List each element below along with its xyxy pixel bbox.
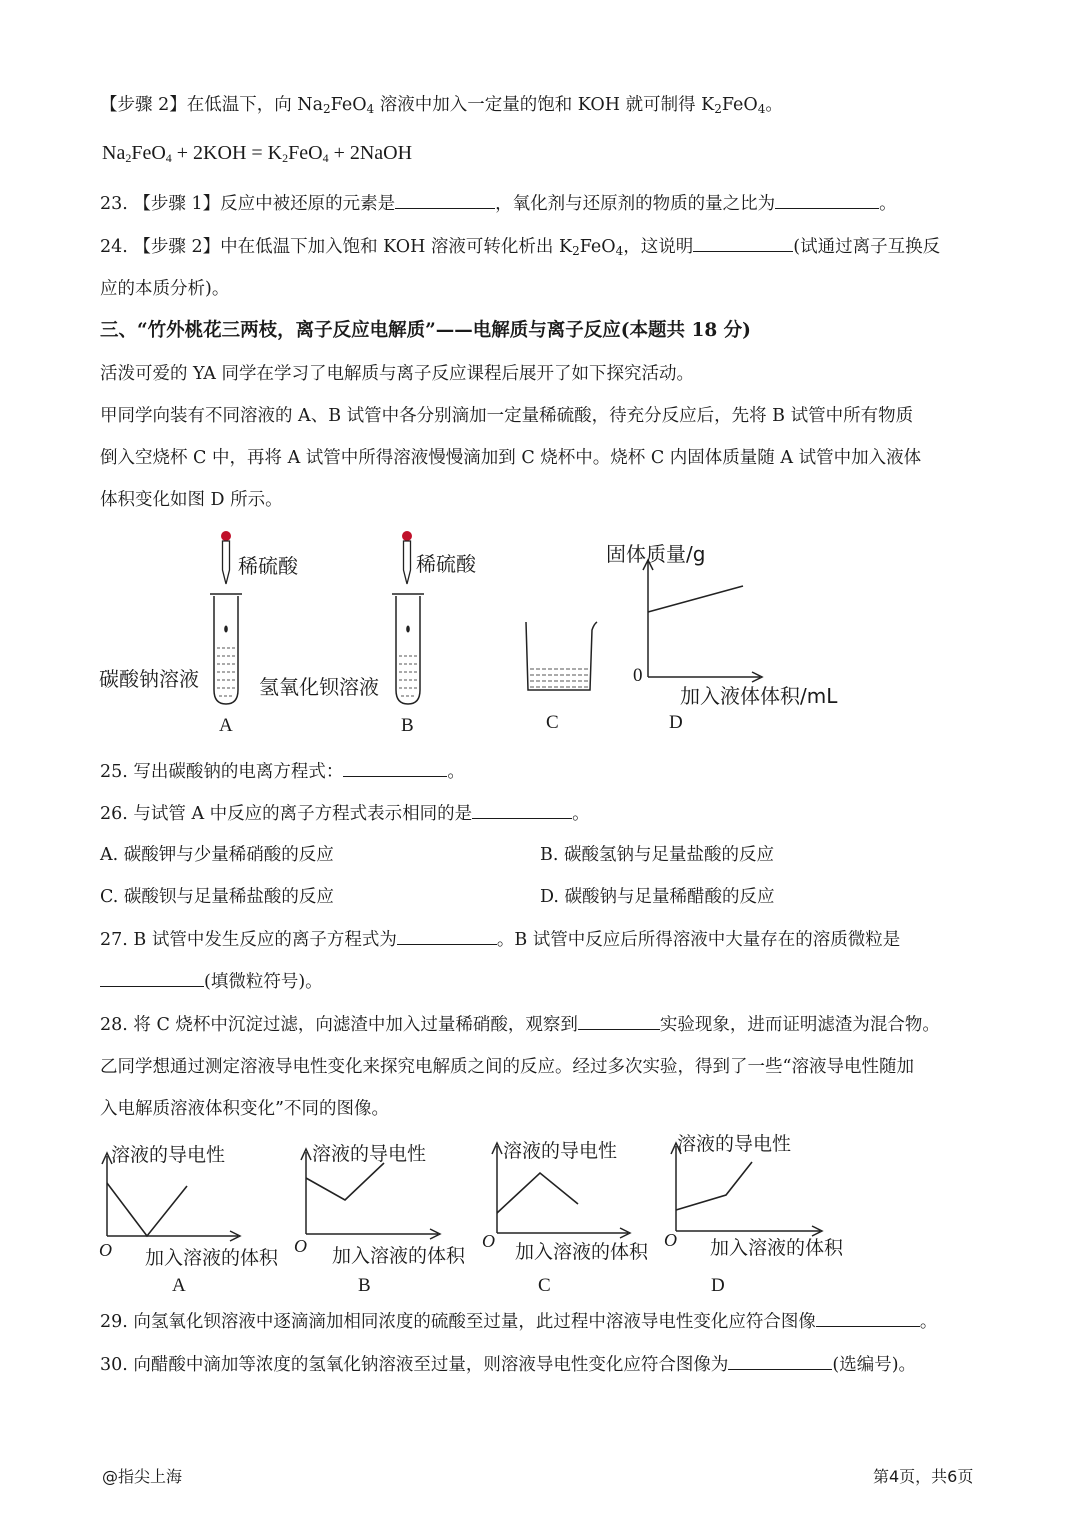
- graph-d-origin: 0: [633, 665, 643, 686]
- graph-d-y-label: 固体质量/g: [606, 542, 706, 566]
- reaction-equation: $Na_2FeO_4 + 2KOH = K_2FeO_4$ + 2NaOH: [102, 142, 413, 165]
- question-26: 26. 与试管 A 中反应的离子方程式表示相同的是 。: [100, 800, 590, 827]
- option-26-a[interactable]: A. 碳酸钾与少量稀硝酸的反应: [100, 845, 334, 865]
- question-29: 29. 向氢氧化钡溶液中逐滴滴加相同浓度的硫酸至过量，此过程中溶液导电性变化应符合图像 。: [100, 1308, 937, 1335]
- question-23: 23. 【步骤 1】反应中被还原的元素是 ，氧化剂与还原剂的物质的量之比为 。: [100, 190, 897, 217]
- question-30: 30. 向醋酸中滴加等浓度的氢氧化钠溶液至过量，则溶液导电性变化应符合图像为 (选编号)。: [100, 1351, 916, 1378]
- answer-blank[interactable]: [728, 1351, 832, 1370]
- graph-c-origin: O: [482, 1231, 495, 1251]
- question-24-cont: 应的本质分析)。: [100, 279, 230, 299]
- graph-b-label: B: [358, 1275, 371, 1296]
- acid-label-b: 稀硫酸: [416, 552, 476, 576]
- graph-b-x-label: 加入溶液的体积: [332, 1245, 466, 1267]
- solution-label-b: 氢氧化钡溶液: [259, 675, 379, 699]
- option-26-c[interactable]: C. 碳酸钡与足量稀盐酸的反应: [100, 887, 334, 907]
- graph-b-y-label: 溶液的导电性: [312, 1143, 427, 1165]
- option-26-b[interactable]: B. 碳酸氢钠与足量盐酸的反应: [540, 845, 774, 865]
- answer-blank[interactable]: [816, 1308, 920, 1327]
- footer-source: @指尖上海: [102, 1467, 183, 1486]
- question-28: 28. 将 C 烧杯中沉淀过滤，向滤渣中加入过量稀硝酸，观察到 实验现象，进而证明滤渣为混合物。: [100, 1011, 940, 1038]
- intro-p2b: 倒入空烧杯 C 中，再将 A 试管中所得溶液慢慢滴加到 C 烧杯中。烧杯 C 内固体质量随 A 试管中加入液体: [100, 448, 922, 468]
- graph-a-x-label: 加入溶液的体积: [145, 1247, 279, 1269]
- graph-a-y-label: 溶液的导电性: [111, 1144, 226, 1166]
- figure-label-b: B: [401, 715, 414, 736]
- intro-p1: 活泼可爱的 YA 同学在学习了电解质与离子反应课程后展开了如下探究活动。: [100, 364, 694, 384]
- question-25: 25. 写出碳酸钠的电离方程式： 。: [100, 758, 465, 785]
- intro-p2a: 甲同学向装有不同溶液的 A、B 试管中各分别滴加一定量稀硫酸，待充分反应后，先将 B 试管中所有物质: [100, 406, 914, 426]
- graph-d-y-label-2: 溶液的导电性: [677, 1133, 792, 1155]
- graph-d-x-label-2: 加入溶液的体积: [710, 1237, 844, 1259]
- option-26-d[interactable]: D. 碳酸钠与足量稀醋酸的反应: [540, 887, 775, 907]
- graph-c-y-label: 溶液的导电性: [503, 1140, 618, 1162]
- intro-p2c: 体积变化如图 D 所示。: [100, 490, 283, 510]
- acid-label-a: 稀硫酸: [238, 554, 298, 578]
- question-24: 24. 【步骤 2】中在低温下加入饱和 KOH 溶液可转化析出 $K_2FeO_4$，这说明 (试通过离子互换反: [100, 233, 940, 264]
- solution-label-a: 碳酸钠溶液: [99, 667, 199, 691]
- intro-yi-p2: 入电解质溶液体积变化”不同的图像。: [100, 1099, 389, 1119]
- intro-yi-p1: 乙同学想通过测定溶液导电性变化来探究电解质之间的反应。经过多次实验，得到了一些“溶液导电性随加: [100, 1057, 914, 1077]
- graph-b-origin: O: [294, 1236, 307, 1256]
- figure-label-c: C: [546, 712, 559, 733]
- graph-c-label: C: [538, 1275, 551, 1296]
- graph-d-label: D: [711, 1275, 725, 1296]
- graph-d-conductivity: [671, 1143, 822, 1236]
- graph-d-origin-2: O: [664, 1230, 677, 1250]
- figure-label-a: A: [219, 715, 233, 736]
- section-3-title: 三、“竹外桃花三两枝，离子反应电解质”——电解质与离子反应(本题共 18 分): [100, 320, 751, 341]
- footer-page-number: 第4页，共6页: [873, 1467, 974, 1486]
- graph-d-x-label: 加入液体体积/mL: [680, 684, 838, 708]
- step2-text: 【步骤 2】在低温下，向 $Na_2FeO_4$ 溶液中加入一定量的饱和 KOH 就可制得 $K_2FeO_4$。: [100, 95, 783, 116]
- figure-label-d: D: [669, 712, 683, 733]
- graph-a-label: A: [172, 1275, 186, 1296]
- question-27-cont: (填微粒符号)。: [100, 968, 323, 995]
- graph-a-origin: O: [99, 1240, 112, 1260]
- graph-c-x-label: 加入溶液的体积: [515, 1241, 649, 1263]
- question-27: 27. B 试管中发生反应的离子方程式为 。B 试管中反应后所得溶液中大量存在的溶质微粒是: [100, 926, 900, 953]
